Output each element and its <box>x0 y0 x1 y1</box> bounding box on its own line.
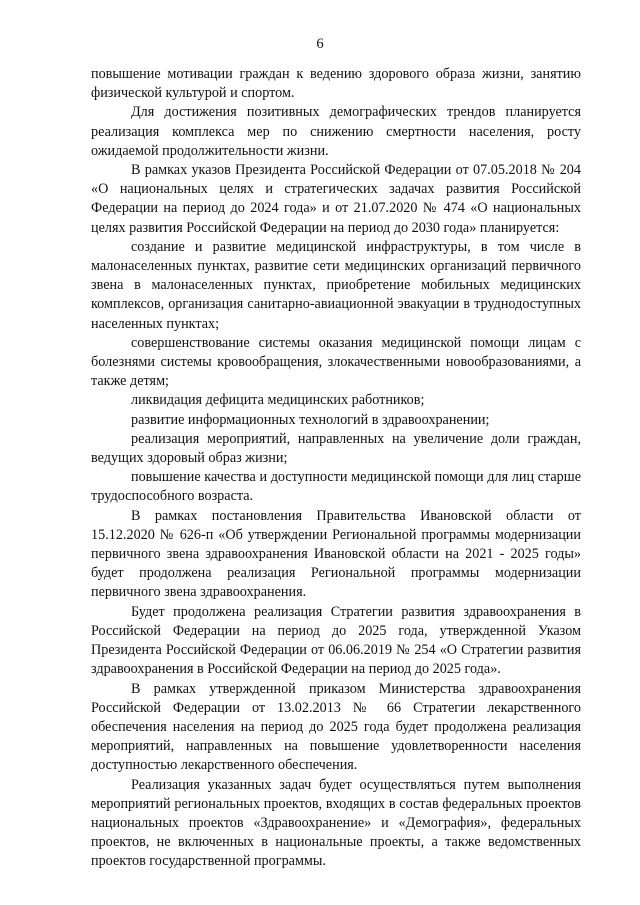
paragraph-implementation: Реализация указанных задач будет осуществляться путем выполнения мероприятий региональных проектов, входящих в состав федеральных проектов национальных проектов «Здравоохранение» и «Демография», федеральных проектов, не включенных в национальные проекты, а также ведомственных проектов государственной программы. <box>91 776 581 870</box>
paragraph-presidential-decrees: В рамках указов Президента Российской Федерации от 07.05.2018 № 204 «О национальных целях и стратегических задачах развития Российской Федерации на период до 2024 года» и от 21.07.2020 № 474 «О национальных целях развития Российской Федерации на период до 2030 года» планируется: <box>91 162 581 236</box>
paragraph-demographic-trends: Для достижения позитивных демографических трендов планируется реализация комплекса мер по снижению смертности населения, росту ожидаемой продолжительности жизни. <box>91 104 581 159</box>
paragraph-primary-care-program: В рамках постановления Правительства Ивановской области от 15.12.2020 № 626-п «Об утверждении Региональной программы модернизации первичного звена здравоохранения Ивановской области на 2021 - 2025 годы» будет продолжена реализация Региональной программы модернизации первичного звена здравоохранения. <box>91 507 581 601</box>
list-item-healthy-lifestyle: реализация мероприятий, направленных на увеличение доли граждан, ведущих здоровый образ жизни; <box>91 430 581 467</box>
paragraph-health-strategy: Будет продолжена реализация Стратегии развития здравоохранения в Российской Федерации на период до 2025 года, утвержденной Указом Президента Российской Федерации от 06.06.2019 № 254 «О Стратегии развития здравоохранения в Российской Федерации на период до 2025 года». <box>91 603 581 678</box>
paragraph-continuation: повышение мотивации граждан к ведению здорового образа жизни, занятию физической культурой и спортом. <box>91 66 581 102</box>
page-number: 6 <box>316 36 324 52</box>
list-item-staff-deficit: ликвидация дефицита медицинских работников; <box>131 392 425 409</box>
paragraph-drug-supply-strategy: В рамках утвержденной приказом Министерства здравоохранения Российской Федерации от 13.02.2013 № 66 Стратегии лекарственного обеспечения населения на период до 2025 года будет продолжена реализация мероприятий, направленных на повышение удовлетворенности населения доступностью лекарственного обеспечения. <box>91 680 581 774</box>
list-item-it-development: развитие информационных технологий в здравоохранении; <box>131 411 490 428</box>
document-body <box>91 65 581 872</box>
list-item-elderly-care: повышение качества и доступности медицинской помощи для лиц старше трудоспособного возраста. <box>91 469 581 505</box>
list-item-medical-care: совершенствование системы оказания медицинской помощи лицам с болезнями системы кровообращения, злокачественными новообразованиями, а также детям; <box>91 334 581 390</box>
list-item-infrastructure: создание и развитие медицинской инфраструктуры, в том числе в малонаселенных пунктах, развитие сети медицинских организаций первичного звена в малонаселенных пунктах, приобретение мобильных медицинских комплексов, организация санитарно-авиационной эвакуации в труднодоступных населенных пунктах; <box>91 238 581 332</box>
